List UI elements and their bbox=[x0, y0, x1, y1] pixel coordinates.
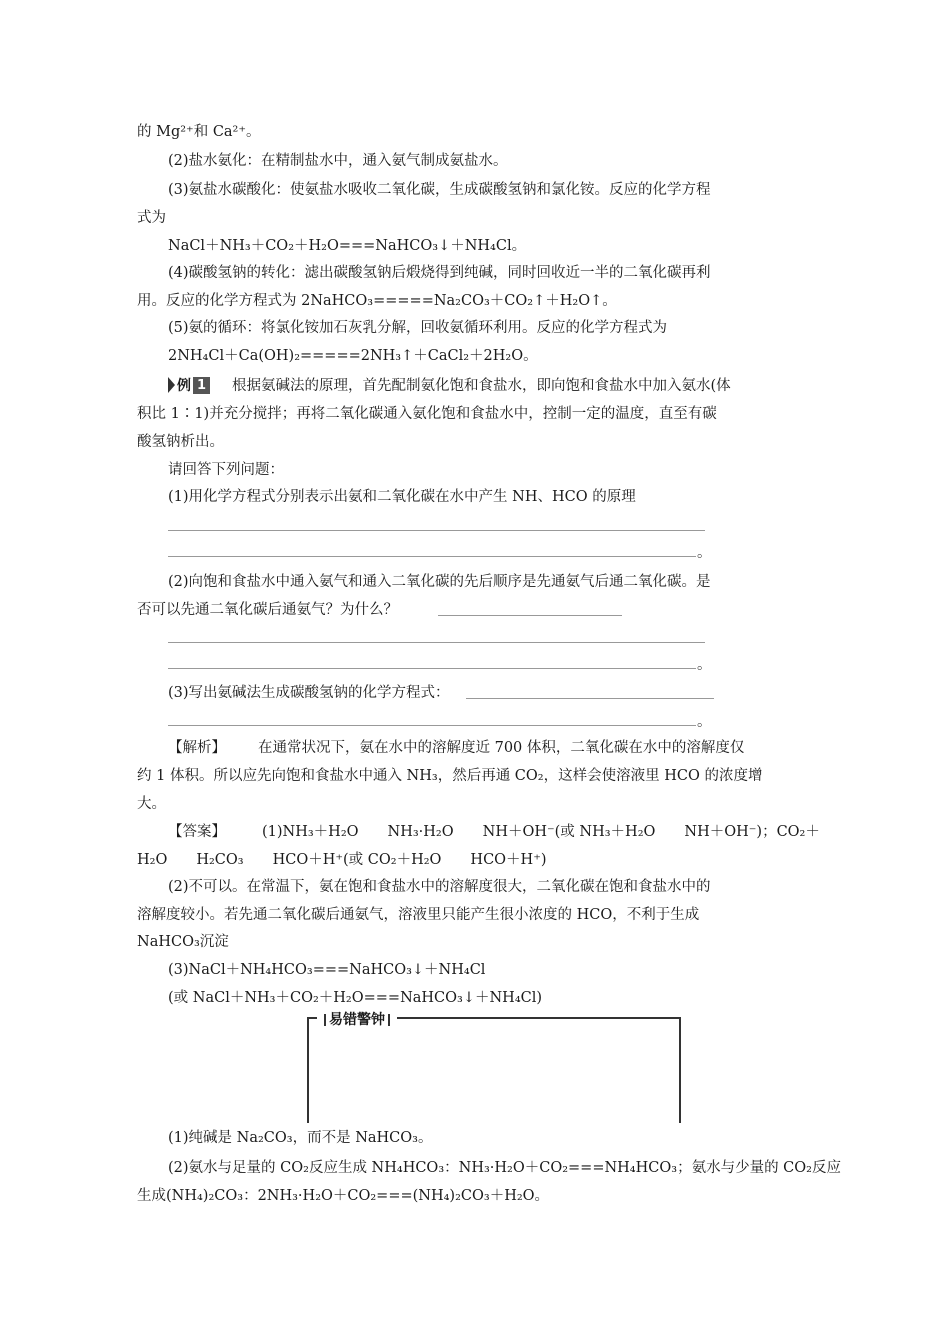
period: 。 bbox=[697, 657, 712, 673]
example-tag bbox=[168, 375, 210, 395]
text-line: 的 Mg²⁺和 Ca²⁺。 bbox=[137, 124, 261, 140]
equation-line: (3)NaCl＋NH₄HCO₃===NaHCO₃↓＋NH₄Cl bbox=[168, 962, 486, 978]
example-label: 例 bbox=[177, 378, 191, 394]
question-1: (1)用化学方程式分别表示出氨和二氧化碳在水中产生 NH、HCO 的原理 bbox=[168, 489, 636, 505]
text-line: 用。反应的化学方程式为 2NaHCO₃=====Na₂CO₃＋CO₂↑＋H₂O↑。 bbox=[137, 293, 617, 309]
answer-blank bbox=[168, 668, 696, 669]
text-line: 大。 bbox=[137, 796, 166, 812]
period: 。 bbox=[697, 714, 712, 730]
question-2: (2)向饱和食盐水中通入氨气和通入二氧化碳的先后顺序是先通氨气后通二氧化碳。是 bbox=[168, 574, 711, 590]
equation-line: NaCl＋NH₃＋CO₂＋H₂O===NaHCO₃↓＋NH₄Cl。 bbox=[168, 238, 527, 254]
warning-title: 易错警钟 bbox=[317, 1009, 397, 1029]
text-line: 约 1 体积。所以应先向饱和食盐水中通入 NH₃，然后再通 CO₂，这样会使溶液里 HCO 的浓度增 bbox=[137, 768, 763, 784]
text-line: 根据氨碱法的原理，首先配制氨化饱和食盐水，即向饱和食盐水中加入氨水(体 bbox=[232, 378, 731, 394]
answer-blank bbox=[168, 725, 696, 726]
example-number: 1 bbox=[193, 377, 210, 394]
text-line: (3)氨盐水碳酸化：使氨盐水吸收二氧化碳，生成碳酸氢钠和氯化铵。反应的化学方程 bbox=[168, 182, 711, 198]
text-line: 酸氢钠析出。 bbox=[137, 434, 224, 450]
text-line: (2)不可以。在常温下，氨在饱和食盐水中的溶解度很大，二氧化碳在饱和食盐水中的 bbox=[168, 879, 711, 895]
analysis-label: 【解析】 bbox=[168, 740, 226, 756]
text-line: (2)盐水氨化：在精制盐水中，通入氨气制成氨盐水。 bbox=[168, 153, 508, 169]
text-line: 溶解度较小。若先通二氧化碳后通氨气，溶液里只能产生很小浓度的 HCO，不利于生成 bbox=[137, 907, 700, 923]
period: 。 bbox=[697, 545, 712, 561]
text-line: H₂O H₂CO₃ HCO＋H⁺(或 CO₂＋H₂O HCO＋H⁺) bbox=[137, 852, 547, 868]
equation-line: (或 NaCl＋NH₃＋CO₂＋H₂O===NaHCO₃↓＋NH₄Cl) bbox=[168, 990, 543, 1006]
question-prompt: 请回答下列问题： bbox=[168, 462, 284, 478]
text-line: (1)NH₃＋H₂O NH₃·H₂O NH＋OH⁻(或 NH₃＋H₂O NH＋OH⁻)；CO₂＋ bbox=[262, 824, 820, 840]
answer-blank bbox=[438, 615, 622, 616]
text-line: NaHCO₃沉淀 bbox=[137, 934, 229, 950]
answer-label: 【答案】 bbox=[168, 824, 226, 840]
equation-line: 2NH₄Cl＋Ca(OH)₂=====2NH₃↑＋CaCl₂＋2H₂O。 bbox=[168, 348, 538, 364]
answer-blank bbox=[466, 698, 714, 699]
answer-blank bbox=[168, 556, 696, 557]
text-line: 在通常状况下，氨在水中的溶解度近 700 体积，二氧化碳在水中的溶解度仅 bbox=[258, 740, 745, 756]
answer-blank bbox=[168, 530, 705, 531]
text-line: 生成(NH₄)₂CO₃：2NH₃·H₂O＋CO₂===(NH₄)₂CO₃＋H₂O。 bbox=[137, 1188, 550, 1204]
question-2: 否可以先通二氧化碳后通氨气？为什么？ bbox=[137, 602, 398, 618]
arrow-icon bbox=[168, 377, 175, 393]
warning-box bbox=[307, 1012, 681, 1123]
answer-blank bbox=[168, 642, 705, 643]
question-3: (3)写出氨碱法生成碳酸氢钠的化学方程式： bbox=[168, 685, 450, 701]
text-line: 积比 1∶1)并充分搅拌；再将二氧化碳通入氨化饱和食盐水中，控制一定的温度，直至有碳 bbox=[137, 406, 717, 422]
text-line: (5)氨的循环：将氯化铵加石灰乳分解，回收氨循环利用。反应的化学方程式为 bbox=[168, 320, 668, 336]
text-line: (1)纯碱是 Na₂CO₃，而不是 NaHCO₃。 bbox=[168, 1130, 433, 1146]
text-line: (4)碳酸氢钠的转化：滤出碳酸氢钠后煅烧得到纯碱，同时回收近一半的二氧化碳再利 bbox=[168, 265, 711, 281]
text-line: (2)氨水与足量的 CO₂反应生成 NH₄HCO₃：NH₃·H₂O＋CO₂===NH₄HCO₃；氨水与少量的 CO₂反应 bbox=[168, 1160, 841, 1176]
text-line: 式为 bbox=[137, 210, 166, 226]
